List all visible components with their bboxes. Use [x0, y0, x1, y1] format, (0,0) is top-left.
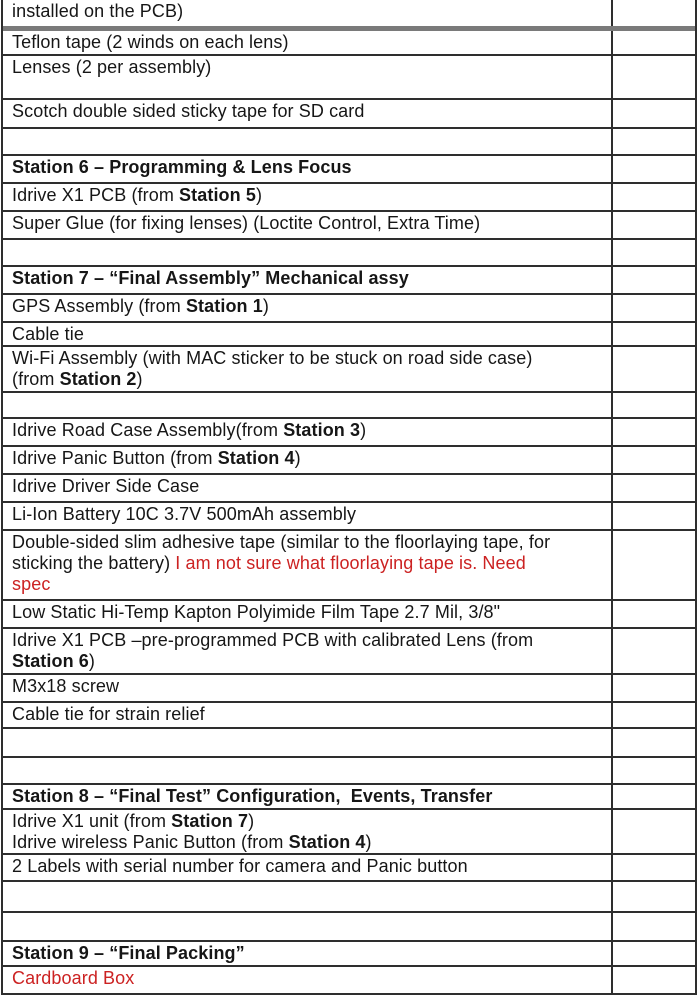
- blank-status-cell: [613, 913, 695, 940]
- item-description-cell: [3, 156, 613, 182]
- blank-status-cell: [613, 56, 695, 98]
- empty-row: [3, 758, 695, 785]
- item-description-cell: [3, 31, 613, 54]
- text-line: [12, 476, 605, 497]
- bold-text: Station 3: [283, 420, 361, 440]
- plain-text: Double-sided slim adhesive tape (similar to the floorlaying tape, for: [12, 532, 551, 552]
- empty-row: [3, 729, 695, 758]
- plain-text: Idrive X1 PCB –pre-programmed PCB with calibrated Lens (from: [12, 630, 534, 650]
- plain-text: ): [365, 832, 372, 852]
- text-line: [12, 157, 605, 178]
- item-description-cell: [3, 184, 613, 210]
- item-description-cell: [3, 212, 613, 238]
- empty-row: [3, 882, 695, 913]
- blank-status-cell: [613, 100, 695, 127]
- text-line: [12, 296, 605, 317]
- plain-text: installed on the PCB): [12, 1, 184, 21]
- section-header-row: [3, 156, 695, 184]
- text-line: [12, 553, 605, 574]
- text-line: [12, 968, 605, 989]
- table-row: [3, 419, 695, 447]
- table-row: [3, 347, 695, 393]
- item-description-cell: [3, 855, 613, 880]
- red-note-text: I am not sure what floorlaying tape is. Need: [175, 553, 526, 573]
- text-line: [12, 1, 605, 22]
- item-description-cell: [3, 240, 613, 265]
- item-description-cell: [3, 56, 613, 98]
- text-line: [12, 185, 605, 206]
- item-description-cell: [3, 913, 613, 940]
- blank-status-cell: [613, 184, 695, 210]
- text-line: [12, 832, 605, 853]
- plain-text: Li-Ion Battery 10C 3.7V 500mAh assembly: [12, 504, 357, 524]
- item-description-cell: [3, 882, 613, 911]
- table-row: [3, 447, 695, 475]
- plain-text: Super Glue (for fixing lenses) (Loctite Control, Extra Time): [12, 213, 481, 233]
- blank-status-cell: [613, 882, 695, 911]
- text-line: [12, 532, 605, 553]
- blank-status-cell: [613, 156, 695, 182]
- item-description-cell: [3, 810, 613, 853]
- text-line: [12, 602, 605, 623]
- text-line: [12, 630, 605, 651]
- plain-text: ): [136, 369, 143, 389]
- item-description-cell: [3, 323, 613, 345]
- item-description-cell: [3, 347, 613, 391]
- plain-text: Idrive X1 unit (from: [12, 811, 172, 831]
- blank-status-cell: [613, 475, 695, 501]
- text-line: [12, 704, 605, 725]
- text-line: [12, 811, 605, 832]
- blank-status-cell: [613, 601, 695, 627]
- table-row: [3, 503, 695, 531]
- plain-text: ): [248, 811, 255, 831]
- bold-text: Station 4: [288, 832, 366, 852]
- text-line: [12, 448, 605, 469]
- item-description-cell: [3, 419, 613, 445]
- blank-status-cell: [613, 323, 695, 345]
- blank-status-cell: [613, 855, 695, 880]
- text-line: [12, 101, 605, 122]
- item-description-cell: [3, 758, 613, 783]
- table-row: [3, 531, 695, 601]
- plain-text: Idrive Panic Button (from: [12, 448, 218, 468]
- table-row: [3, 0, 695, 31]
- item-description-cell: [3, 0, 613, 26]
- plain-text: Wi-Fi Assembly (with MAC sticker to be stuck on road side case): [12, 348, 533, 368]
- plain-text: ): [255, 185, 263, 205]
- table-row: [3, 675, 695, 703]
- blank-status-cell: [613, 295, 695, 321]
- item-description-cell: [3, 729, 613, 756]
- table-row: [3, 184, 695, 212]
- text-line: [12, 369, 605, 390]
- bold-text: Station 1: [185, 296, 263, 316]
- item-description-cell: [3, 967, 613, 993]
- blank-status-cell: [613, 967, 695, 993]
- table-row: [3, 56, 695, 100]
- table-row: [3, 629, 695, 675]
- blank-status-cell: [613, 675, 695, 701]
- text-line: [12, 574, 605, 595]
- table-row: [3, 703, 695, 729]
- bold-text: Station 9 – “Final Packing”: [12, 943, 245, 963]
- text-line: [12, 57, 605, 78]
- table-row: [3, 601, 695, 629]
- item-description-cell: [3, 503, 613, 529]
- plain-text: sticking the battery): [12, 553, 176, 573]
- item-description-cell: [3, 100, 613, 127]
- text-line: [12, 268, 605, 289]
- text-line: [12, 324, 605, 345]
- plain-text: Scotch double sided sticky tape for SD card: [12, 101, 365, 121]
- bold-text: Station 7 – “Final Assembly” Mechanical assy: [12, 268, 409, 288]
- text-line: [12, 504, 605, 525]
- plain-text: Idrive wireless Panic Button (from: [12, 832, 289, 852]
- table-row: [3, 967, 695, 995]
- plain-text: ): [294, 448, 301, 468]
- table-row: [3, 323, 695, 347]
- bold-text: Station 6 – Programming & Lens Focus: [12, 157, 352, 177]
- blank-status-cell: [613, 393, 695, 417]
- plain-text: (from: [12, 369, 60, 389]
- blank-status-cell: [613, 447, 695, 473]
- empty-row: [3, 129, 695, 156]
- item-description-cell: [3, 475, 613, 501]
- text-line: [12, 32, 605, 53]
- plain-text: 2 Labels with serial number for camera and Panic button: [12, 856, 468, 876]
- plain-text: Cable tie: [12, 324, 84, 344]
- table-row: [3, 212, 695, 240]
- parts-table: [1, 0, 697, 995]
- plain-text: GPS Assembly (from: [12, 296, 186, 316]
- plain-text: Cable tie for strain relief: [12, 704, 205, 724]
- blank-status-cell: [613, 785, 695, 808]
- blank-status-cell: [613, 758, 695, 783]
- item-description-cell: [3, 601, 613, 627]
- plain-text: Idrive Road Case Assembly(from: [12, 420, 284, 440]
- item-description-cell: [3, 393, 613, 417]
- bold-text: Station 7: [171, 811, 249, 831]
- section-header-row: [3, 267, 695, 295]
- text-line: [12, 651, 605, 672]
- blank-status-cell: [613, 212, 695, 238]
- item-description-cell: [3, 629, 613, 673]
- blank-status-cell: [613, 240, 695, 265]
- item-description-cell: [3, 785, 613, 808]
- blank-status-cell: [613, 267, 695, 293]
- red-note-text: spec: [12, 574, 51, 594]
- text-line: [12, 856, 605, 877]
- item-description-cell: [3, 942, 613, 965]
- plain-text: ): [360, 420, 367, 440]
- red-note-text: Cardboard Box: [12, 968, 135, 988]
- table-row: [3, 31, 695, 56]
- table-row: [3, 295, 695, 323]
- empty-row: [3, 240, 695, 267]
- text-line: [12, 420, 605, 441]
- section-header-row: [3, 942, 695, 967]
- blank-status-cell: [613, 810, 695, 853]
- table-row: [3, 100, 695, 129]
- item-description-cell: [3, 675, 613, 701]
- blank-status-cell: [613, 729, 695, 756]
- item-description-cell: [3, 447, 613, 473]
- plain-text: ): [262, 296, 269, 316]
- bold-text: Station 5: [179, 185, 256, 205]
- bold-text: Station 4: [217, 448, 295, 468]
- blank-status-cell: [613, 419, 695, 445]
- plain-text: Lenses (2 per assembly): [12, 57, 212, 77]
- table-row: [3, 475, 695, 503]
- plain-text: Idrive X1 PCB (from: [12, 185, 180, 205]
- blank-status-cell: [613, 31, 695, 54]
- blank-status-cell: [613, 942, 695, 965]
- blank-status-cell: [613, 129, 695, 154]
- plain-text: ): [88, 651, 96, 671]
- text-line: [12, 943, 605, 964]
- text-line: [12, 676, 605, 697]
- item-description-cell: [3, 703, 613, 727]
- text-line: [12, 348, 605, 369]
- section-header-row: [3, 785, 695, 810]
- empty-row: [3, 393, 695, 419]
- blank-status-cell: [613, 0, 695, 26]
- table-row: [3, 810, 695, 855]
- blank-status-cell: [613, 347, 695, 391]
- plain-text: Idrive Driver Side Case: [12, 476, 200, 496]
- blank-status-cell: [613, 629, 695, 673]
- item-description-cell: [3, 295, 613, 321]
- table-row: [3, 855, 695, 882]
- plain-text: M3x18 screw: [12, 676, 120, 696]
- plain-text: Teflon tape (2 winds on each lens): [12, 32, 289, 52]
- empty-row: [3, 913, 695, 942]
- blank-status-cell: [613, 503, 695, 529]
- item-description-cell: [3, 267, 613, 293]
- blank-status-cell: [613, 703, 695, 727]
- text-line: [12, 786, 605, 807]
- plain-text: Low Static Hi-Temp Kapton Polyimide Film Tape 2.7 Mil, 3/8": [12, 602, 501, 622]
- bold-text: Station 2: [59, 369, 137, 389]
- item-description-cell: [3, 531, 613, 599]
- text-line: [12, 213, 605, 234]
- blank-status-cell: [613, 531, 695, 599]
- bold-text: Station 6: [12, 651, 89, 671]
- bold-text: Station 8 – “Final Test” Configuration, Events, Transfer: [12, 786, 493, 806]
- item-description-cell: [3, 129, 613, 154]
